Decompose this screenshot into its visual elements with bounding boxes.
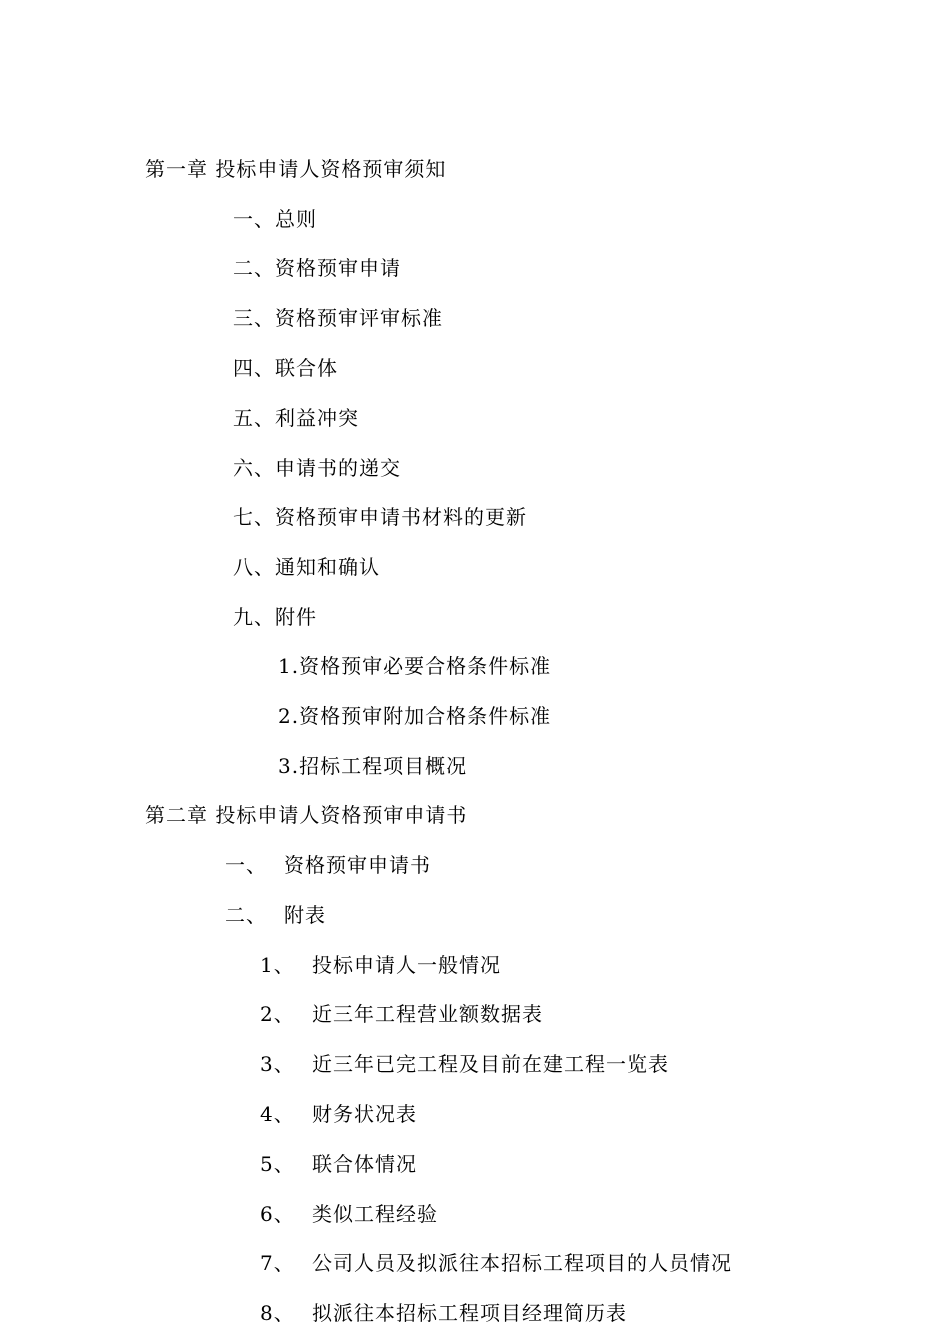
- chapter-1-title: 第一章 投标申请人资格预审须知: [145, 157, 447, 181]
- table-item-1-text: 投标申请人一般情况: [312, 953, 501, 977]
- chapter-1-section-6: 六、申请书的递交: [233, 456, 401, 480]
- attachment-3: 3.招标工程项目概况: [278, 754, 468, 778]
- chapter-2-title: 第二章 投标申请人资格预审申请书: [145, 803, 468, 827]
- chapter-1-section-5: 五、利益冲突: [233, 406, 359, 430]
- chapter-1-section-2: 二、资格预审申请: [233, 256, 401, 280]
- chapter-1-section-7: 七、资格预审申请书材料的更新: [233, 505, 527, 529]
- table-item-8-text: 拟派往本招标工程项目经理简历表: [312, 1301, 627, 1325]
- table-item-3-number: 3、: [260, 1052, 295, 1076]
- table-item-1-number: 1、: [260, 953, 295, 977]
- attachment-2: 2.资格预审附加合格条件标准: [278, 704, 552, 728]
- table-item-7-text: 公司人员及拟派往本招标工程项目的人员情况: [312, 1251, 732, 1275]
- attachment-1: 1.资格预审必要合格条件标准: [278, 654, 552, 678]
- chapter-2-section-2-text: 附表: [284, 903, 326, 927]
- chapter-2-section-1-text: 资格预审申请书: [284, 853, 431, 877]
- chapter-2-section-2-number: 二、: [225, 903, 267, 927]
- table-item-2-text: 近三年工程营业额数据表: [312, 1002, 543, 1026]
- table-item-7-number: 7、: [260, 1251, 295, 1275]
- chapter-1-section-8: 八、通知和确认: [233, 555, 380, 579]
- table-item-5-text: 联合体情况: [312, 1152, 417, 1176]
- table-item-4-text: 财务状况表: [312, 1102, 417, 1126]
- chapter-1-section-1: 一、总则: [233, 207, 317, 231]
- table-item-6-text: 类似工程经验: [312, 1202, 438, 1226]
- table-item-6-number: 6、: [260, 1202, 295, 1226]
- chapter-2-section-1-number: 一、: [225, 853, 267, 877]
- table-item-8-number: 8、: [260, 1301, 295, 1325]
- chapter-1-section-3: 三、资格预审评审标准: [233, 306, 443, 330]
- chapter-1-section-9: 九、附件: [233, 605, 317, 629]
- table-item-5-number: 5、: [260, 1152, 295, 1176]
- chapter-1-section-4: 四、联合体: [233, 356, 338, 380]
- table-item-2-number: 2、: [260, 1002, 295, 1026]
- table-item-4-number: 4、: [260, 1102, 295, 1126]
- table-item-3-text: 近三年已完工程及目前在建工程一览表: [312, 1052, 669, 1076]
